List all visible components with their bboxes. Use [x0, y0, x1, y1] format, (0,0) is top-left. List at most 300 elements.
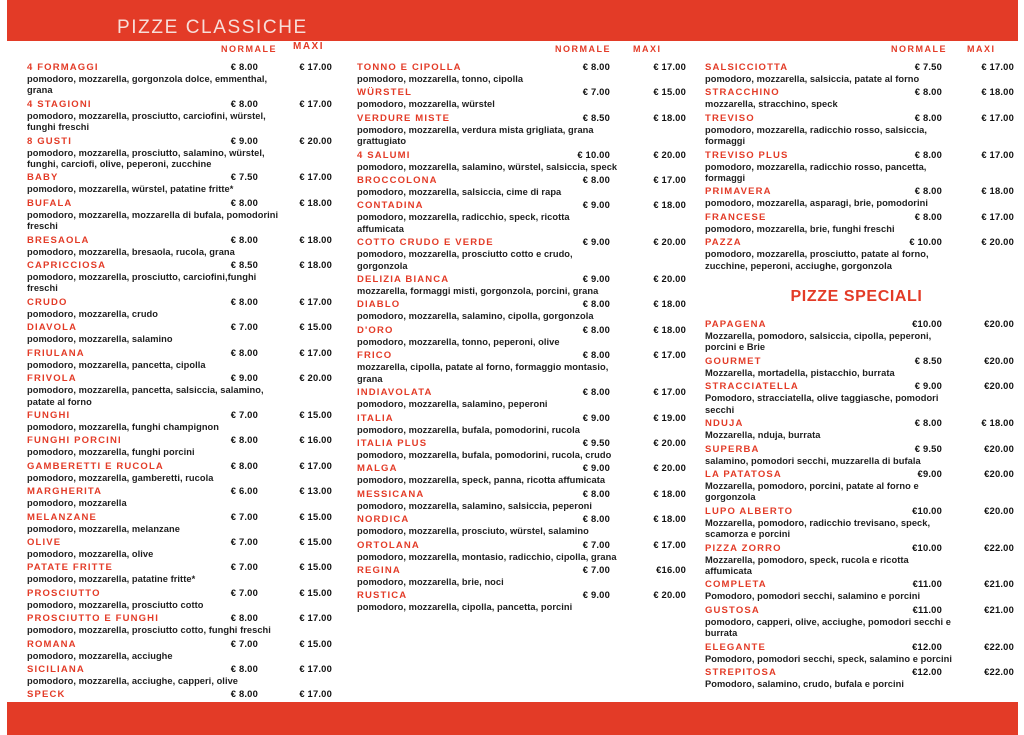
price-normale: € 7.00 — [230, 637, 258, 649]
menu-item-description: pomodoro, mozzarella, pancetta, salsiccia, salamino, patate al forno — [27, 385, 264, 407]
menu-item-description: pomodoro, mozzarella, pancetta, cipolla — [27, 359, 206, 370]
price-maxi: € 17.00 — [299, 612, 332, 624]
price-maxi: € 18.00 — [653, 199, 686, 211]
menu-item — [705, 355, 1022, 379]
menu-item-name: ROMANA — [27, 638, 77, 650]
menu-item — [705, 211, 1022, 235]
menu-item-description: Pomodoro, pomodori secchi, salamino e porcini — [705, 591, 921, 602]
menu-item-description: Mozzarella, pomodoro, salsiccia, cipolla, peperoni, porcini e Brie — [705, 331, 932, 353]
price-normale: €10.00 — [912, 504, 942, 516]
price-maxi: € 17.00 — [981, 111, 1014, 123]
menu-item — [27, 638, 350, 662]
price-maxi: € 15.00 — [653, 86, 686, 98]
price-maxi: € 15.00 — [299, 510, 332, 522]
price-maxi: € 20.00 — [299, 372, 332, 384]
price-maxi: € 17.00 — [299, 346, 332, 358]
menu-item-description: Pomodoro, stracciatella, olive taggiasche, pomodori secchi — [705, 393, 939, 415]
menu-item — [357, 112, 698, 148]
menu-item — [357, 174, 698, 198]
price-normale: € 9.00 — [582, 273, 610, 285]
price-normale: € 8.00 — [582, 323, 610, 335]
price-maxi: € 18.00 — [299, 196, 332, 208]
price-normale: €12.00 — [912, 665, 942, 677]
menu-item-name: RUSTICA — [357, 590, 408, 602]
menu-item-name: COTTO CRUDO E VERDE — [357, 237, 494, 249]
menu-item-name: BABY — [27, 172, 59, 184]
menu-item — [357, 149, 698, 173]
menu-item-name: GOURMET — [705, 355, 762, 367]
menu-item-description: pomodoro, mozzarella, speck, panna, ricotta affumicata — [357, 475, 606, 486]
menu-item-name: SUPERBA — [705, 443, 760, 455]
menu-item — [27, 612, 350, 636]
menu-item — [27, 372, 350, 408]
price-maxi: € 20.00 — [653, 236, 686, 248]
price-normale: € 9.50 — [582, 436, 610, 448]
price-normale: € 7.00 — [230, 586, 258, 598]
price-maxi: €20.00 — [984, 504, 1014, 516]
menu-item-description: mozzarella, stracchino, speck — [705, 99, 838, 110]
menu-item-name: 8 GUSTI — [27, 135, 73, 147]
price-maxi: € 15.00 — [299, 321, 332, 333]
menu-item-description: pomodoro, mozzarella, prosciutto cotto e crudo, gorgonzola — [357, 249, 573, 271]
price-normale: € 8.00 — [230, 196, 258, 208]
menu-item-description: pomodoro, mozzarella, mozzarella di bufala, pomodorini freschi — [27, 209, 279, 232]
page-title: PIZZE CLASSICHE — [117, 17, 308, 38]
menu-item-description: pomodoro, mozzarella, salamino, salsiccia, peperoni — [357, 500, 593, 511]
menu-item — [27, 347, 350, 371]
price-normale: € 9.50 — [914, 442, 942, 454]
menu-item — [357, 539, 698, 563]
price-normale: €11.00 — [912, 578, 942, 590]
menu-item-description: pomodoro, mozzarella, tonno, peperoni, olive — [357, 336, 560, 347]
menu-item-name: PIZZA ZORRO — [705, 542, 782, 554]
price-maxi: € 15.00 — [299, 586, 332, 598]
menu-item-name: BROCCOLONA — [357, 175, 438, 187]
menu-item-description: pomodoro, mozzarella, prosciutto, salamino, würstel, funghi, carciofi, olive, peperoni, zucchine — [27, 147, 265, 170]
menu-item-name: PATATE FRITTE — [27, 562, 114, 574]
menu-item — [27, 511, 350, 535]
bottom-banner — [7, 702, 1018, 735]
menu-item-description: pomodoro, mozzarella, prosciutto, patate al forno, zucchine, peperoni, acciughe, gorgonzola — [705, 249, 929, 271]
price-normale: €10.00 — [912, 541, 942, 553]
price-maxi: €22.00 — [984, 665, 1014, 677]
menu-item-name: STREPITOSA — [705, 666, 778, 678]
price-normale: € 9.00 — [582, 199, 610, 211]
price-normale: € 8.00 — [914, 210, 942, 222]
price-maxi: € 17.00 — [653, 174, 686, 186]
menu-item — [27, 434, 350, 458]
price-maxi: €22.00 — [984, 541, 1014, 553]
price-normale: € 9.00 — [582, 462, 610, 474]
menu-item-name: BRESAOLA — [27, 234, 90, 246]
price-normale: € 8.00 — [582, 61, 610, 72]
menu-item — [705, 112, 1022, 148]
menu-item — [27, 409, 350, 433]
price-maxi: €20.00 — [984, 354, 1014, 366]
price-normale: €10.00 — [912, 318, 942, 330]
column-1-items — [27, 61, 350, 713]
price-normale: €11.00 — [912, 603, 942, 615]
price-normale: € 7.00 — [230, 510, 258, 522]
menu-item — [705, 578, 1022, 602]
menu-item-description: Mozzarella, nduja, burrata — [705, 430, 821, 441]
menu-item — [705, 236, 1022, 272]
menu-item-description: pomodoro, mozzarella, radicchio rosso, pancetta, formaggi — [705, 161, 927, 184]
menu-item-name: INDIAVOLATA — [357, 387, 433, 399]
price-normale: € 9.00 — [230, 372, 258, 384]
menu-item — [357, 199, 698, 235]
menu-item-description: pomodoro, mozzarella — [27, 498, 127, 509]
menu-item-name: LA PATATOSA — [705, 468, 782, 480]
menu-item-description: pomodoro, mozzarella, salsiccia, patate al forno — [705, 74, 920, 84]
menu-item-description: pomodoro, mozzarella, cipolla, pancetta, porcini — [357, 602, 573, 613]
menu-item — [27, 98, 350, 134]
menu-item-name: SALSICCIOTTA — [705, 62, 789, 73]
price-maxi: €21.00 — [984, 603, 1014, 615]
header-maxi: MAXI — [967, 44, 996, 54]
menu-item — [357, 298, 698, 322]
menu-item — [705, 380, 1022, 416]
menu-item-name: SICILIANA — [27, 663, 85, 675]
price-maxi: € 18.00 — [653, 298, 686, 310]
price-maxi: € 17.00 — [653, 538, 686, 550]
menu-item-name: ITALIA — [357, 412, 394, 424]
column-2-price-headers — [357, 44, 698, 58]
menu-item-description: Mozzarella, pomodoro, speck, rucola e ricotta affumicata — [705, 554, 909, 576]
menu-item — [357, 61, 698, 85]
menu-item-name: PROSCIUTTO E FUNGHI — [27, 613, 159, 625]
menu-item — [27, 135, 350, 171]
price-normale: € 8.00 — [582, 298, 610, 310]
menu-item-description: Pomodoro, salamino, crudo, bufala e porcini — [705, 678, 904, 689]
menu-item-description: pomodoro, mozzarella, asparagi, brie, pomodorini — [705, 198, 928, 209]
menu-item-description: pomodoro, capperi, olive, acciughe, pomodori secchi e burrata — [705, 616, 951, 639]
menu-item — [705, 185, 1022, 209]
price-normale: € 7.00 — [230, 561, 258, 573]
menu-item-description: pomodoro, mozzarella, gorgonzola dolce, emmenthal, grana — [27, 74, 268, 96]
price-normale: € 8.50 — [914, 354, 942, 366]
menu-item-description: pomodoro, mozzarella, tonno, cipolla — [357, 74, 524, 84]
price-maxi: € 15.00 — [299, 637, 332, 649]
menu-item-name: CRUDO — [27, 296, 68, 308]
menu-item-description: Mozzarella, pomodoro, radicchio trevisano, speck, scamorza e porcini — [705, 517, 931, 540]
menu-item-description: pomodoro, mozzarella, prosciuto, würstel, salamino — [357, 526, 589, 537]
price-maxi: € 15.00 — [299, 535, 332, 547]
price-maxi: € 13.00 — [299, 485, 332, 497]
menu-columns — [0, 41, 1024, 702]
price-normale: € 8.00 — [582, 386, 610, 398]
price-maxi: €20.00 — [984, 442, 1014, 454]
menu-item-name: FRIULANA — [27, 347, 85, 359]
menu-item-name: OLIVE — [27, 536, 62, 548]
price-normale: € 8.00 — [230, 295, 258, 307]
menu-item-name: BUFALA — [27, 197, 73, 209]
price-maxi: € 20.00 — [653, 436, 686, 448]
menu-item-description: pomodoro, mozzarella, funghi porcini — [27, 447, 195, 458]
menu-item-description: pomodoro, mozzarella, crudo — [27, 308, 159, 319]
menu-item — [705, 505, 1022, 541]
price-maxi: € 18.00 — [653, 111, 686, 123]
menu-item-name: PAPAGENA — [705, 319, 767, 331]
menu-item — [357, 86, 698, 110]
menu-item-name: 4 SALUMI — [357, 149, 411, 161]
price-normale: € 8.00 — [914, 148, 942, 160]
price-maxi: €20.00 — [984, 380, 1014, 392]
menu-item-description: pomodoro, mozzarella, radicchio, speck, ricotta affumicata — [357, 212, 570, 234]
menu-item — [705, 604, 1022, 640]
price-normale: € 8.00 — [230, 61, 258, 72]
price-normale: € 8.00 — [582, 513, 610, 525]
price-maxi: € 17.00 — [981, 210, 1014, 222]
price-normale: € 7.00 — [582, 86, 610, 98]
menu-item-name: REGINA — [357, 564, 401, 576]
price-maxi: € 20.00 — [653, 589, 686, 601]
price-maxi: € 19.00 — [653, 411, 686, 423]
column-3-price-headers — [705, 44, 1022, 58]
menu-item — [27, 485, 350, 509]
price-normale: € 7.50 — [230, 171, 258, 183]
menu-item — [27, 561, 350, 585]
menu-item-description: pomodoro, mozzarella, prosciutto, carciofini, würstel, funghi freschi — [27, 110, 266, 133]
menu-item-name: WÜRSTEL — [357, 87, 413, 99]
header-normale: NORMALE — [221, 44, 277, 54]
menu-item — [27, 234, 350, 258]
price-normale: € 7.00 — [582, 538, 610, 550]
menu-item — [27, 587, 350, 611]
menu-item — [357, 349, 698, 385]
price-maxi: € 17.00 — [299, 688, 332, 700]
menu-item-name: FRIVOLA — [27, 373, 77, 385]
price-normale: € 9.00 — [230, 134, 258, 146]
menu-item-description: pomodoro, mozzarella, verdura mista grigliata, grana grattugiato — [357, 124, 594, 147]
menu-item — [357, 273, 698, 297]
menu-item-name: 4 FORMAGGI — [27, 62, 99, 73]
price-normale: € 8.00 — [230, 612, 258, 624]
price-maxi: € 17.00 — [653, 386, 686, 398]
menu-item-description: pomodoro, mozzarella, salamino, würstel, salsiccia, speck — [357, 161, 618, 172]
price-normale: € 8.50 — [582, 111, 610, 123]
header-normale: NORMALE — [891, 44, 947, 54]
menu-item-description: pomodoro, mozzarella, brie, noci — [357, 576, 504, 587]
menu-item-description: pomodoro, mozzarella, funghi champignon — [27, 421, 220, 432]
price-normale: € 8.00 — [230, 346, 258, 358]
column-2-items — [357, 61, 698, 614]
price-normale: € 7.50 — [914, 61, 942, 72]
menu-item-name: FRANCESE — [705, 211, 767, 223]
price-maxi: € 17.00 — [299, 61, 332, 72]
column-classiche-3 — [700, 44, 1024, 702]
price-normale: € 8.00 — [582, 349, 610, 361]
menu-item — [705, 318, 1022, 354]
price-normale: € 9.00 — [582, 236, 610, 248]
price-maxi: € 15.00 — [299, 408, 332, 420]
price-normale: € 10.00 — [577, 148, 610, 160]
column-1-price-headers — [27, 41, 350, 58]
menu-item-description: pomodoro, mozzarella, würstel — [357, 99, 495, 110]
menu-item-name: TREVISO — [705, 112, 755, 124]
price-maxi: € 20.00 — [653, 462, 686, 474]
menu-item-name: DELIZIA BIANCA — [357, 274, 450, 286]
menu-item — [27, 61, 350, 97]
price-normale: € 10.00 — [909, 236, 942, 248]
menu-item-description: pomodoro, mozzarella, würstel, patatine fritte* — [27, 184, 234, 195]
price-maxi: € 18.00 — [653, 323, 686, 335]
price-normale: €9.00 — [917, 467, 942, 479]
price-maxi: € 17.00 — [299, 459, 332, 471]
menu-item-name: PRIMAVERA — [705, 186, 772, 198]
menu-item — [705, 666, 1022, 690]
price-normale: €12.00 — [912, 640, 942, 652]
menu-item-name: SPECK — [27, 689, 66, 701]
price-maxi: € 15.00 — [299, 561, 332, 573]
menu-item — [357, 488, 698, 512]
price-normale: € 8.00 — [914, 185, 942, 197]
menu-item-name: GAMBERETTI E RUCOLA — [27, 460, 164, 472]
menu-item-description: pomodoro, mozzarella, prosciutto cotto, funghi freschi — [27, 625, 271, 636]
price-maxi: €22.00 — [984, 640, 1014, 652]
price-normale: € 8.00 — [230, 459, 258, 471]
menu-item-name: MELANZANE — [27, 511, 97, 523]
menu-item-description: pomodoro, mozzarella, olive — [27, 548, 154, 559]
menu-item-name: NDUJA — [705, 418, 744, 430]
price-maxi: € 18.00 — [653, 487, 686, 499]
price-maxi: € 17.00 — [299, 171, 332, 183]
menu-item — [27, 663, 350, 687]
menu-item-name: TONNO E CIPOLLA — [357, 62, 462, 73]
price-maxi: € 20.00 — [653, 273, 686, 285]
menu-item-name: STRACCIATELLA — [705, 381, 799, 393]
price-maxi: € 17.00 — [299, 662, 332, 674]
menu-item-description: pomodoro, mozzarella, acciughe, capperi, olive — [27, 675, 239, 686]
price-normale: € 6.00 — [230, 485, 258, 497]
price-normale: € 8.00 — [230, 662, 258, 674]
menu-item-description: Pomodoro, pomodori secchi, speck, salamino e porcini — [705, 653, 952, 664]
menu-item-description: pomodoro, mozzarella, patatine fritte* — [27, 574, 196, 585]
menu-item-name: GUSTOSA — [705, 604, 760, 616]
menu-item-description: pomodoro, mozzarella, salsiccia, cime di rapa — [357, 187, 562, 198]
price-maxi: € 17.00 — [981, 148, 1014, 160]
menu-item-name: TREVISO PLUS — [705, 149, 789, 161]
menu-item — [357, 324, 698, 348]
menu-item-name: CAPRICCIOSA — [27, 260, 107, 272]
price-maxi: € 18.00 — [653, 513, 686, 525]
menu-item-description: pomodoro, mozzarella, acciughe — [27, 650, 173, 661]
menu-item-name: MESSICANA — [357, 488, 425, 500]
menu-item-name: CONTADINA — [357, 200, 424, 212]
price-maxi: € 20.00 — [653, 148, 686, 160]
menu-item — [705, 443, 1022, 467]
column-classiche-2 — [352, 44, 700, 702]
menu-item — [705, 61, 1022, 85]
price-normale: € 7.00 — [230, 535, 258, 547]
header-maxi: MAXI — [633, 44, 662, 54]
price-maxi: € 18.00 — [299, 233, 332, 245]
menu-item — [705, 641, 1022, 665]
menu-item-description: pomodoro, mozzarella, prosciutto cotto — [27, 599, 204, 610]
menu-item — [27, 460, 350, 484]
menu-item — [357, 412, 698, 436]
speciali-heading: PIZZE SPECIALI — [790, 288, 923, 306]
menu-item — [705, 468, 1022, 504]
price-normale: € 8.00 — [230, 688, 258, 700]
menu-item-name: ELEGANTE — [705, 641, 766, 653]
menu-item-description: mozzarella, formaggi misti, gorgonzola, porcini, grana — [357, 286, 599, 297]
menu-item-description: pomodoro, mozzarella, melanzane — [27, 523, 180, 534]
column-3-speciali-items — [705, 318, 1022, 690]
menu-item — [27, 259, 350, 295]
price-maxi: € 20.00 — [981, 236, 1014, 248]
menu-item-name: FUNGHI PORCINI — [27, 435, 122, 447]
price-normale: € 8.50 — [230, 259, 258, 271]
menu-item — [357, 386, 698, 410]
price-maxi: € 20.00 — [299, 134, 332, 146]
menu-item-description: salamino, pomodori secchi, muzzarella di bufala — [705, 455, 921, 466]
menu-item-name: FRICO — [357, 350, 393, 362]
menu-item-description: Mozzarella, pomodoro, porcini, patate al forno e gorgonzola — [705, 480, 919, 503]
column-3-items — [705, 61, 1022, 272]
menu-item — [705, 542, 1022, 578]
menu-item — [27, 536, 350, 560]
price-maxi: € 18.00 — [299, 259, 332, 271]
top-banner — [7, 0, 1018, 41]
menu-item-description: pomodoro, mozzarella, bufala, pomodorini, rucola, crudo — [357, 449, 612, 460]
menu-item-name: FUNGHI — [27, 409, 71, 421]
menu-item-description: pomodoro, mozzarella, salamino, cipolla, gorgonzola — [357, 311, 594, 322]
menu-item-name: D'ORO — [357, 324, 394, 336]
price-normale: € 7.00 — [230, 321, 258, 333]
menu-item-description: pomodoro, mozzarella, salamino — [27, 334, 173, 345]
price-maxi: €16.00 — [656, 563, 686, 575]
menu-item — [705, 86, 1022, 110]
menu-item-description: pomodoro, mozzarella, brie, funghi freschi — [705, 223, 895, 234]
menu-item-name: 4 STAGIONI — [27, 98, 92, 110]
price-normale: € 8.00 — [230, 434, 258, 446]
menu-item — [357, 462, 698, 486]
menu-item-description: pomodoro, mozzarella, gamberetti, rucola — [27, 472, 214, 483]
menu-item-description: pomodoro, mozzarella, prosciutto, carciofini,funghi freschi — [27, 272, 257, 294]
menu-item-description: pomodoro, mozzarella, radicchio rosso, salsiccia, formaggi — [705, 124, 928, 147]
menu-item-name: PAZZA — [705, 237, 742, 249]
price-normale: € 9.00 — [914, 380, 942, 392]
menu-item-name: STRACCHINO — [705, 87, 780, 99]
menu-item-name: DIABLO — [357, 299, 401, 311]
menu-item-description: pomodoro, mozzarella, bresaola, rucola, grana — [27, 246, 235, 257]
price-normale: € 8.00 — [582, 487, 610, 499]
menu-item — [705, 149, 1022, 185]
menu-item-name: ORTOLANA — [357, 539, 420, 551]
price-maxi: € 18.00 — [981, 417, 1014, 429]
price-maxi: € 18.00 — [981, 86, 1014, 98]
price-normale: € 8.00 — [914, 111, 942, 123]
menu-item — [357, 564, 698, 588]
menu-item-description: pomodoro, mozzarella, montasio, radicchio, cipolla, grana — [357, 551, 617, 562]
menu-item-name: COMPLETA — [705, 579, 767, 591]
menu-item-name: DIAVOLA — [27, 322, 78, 334]
menu-item — [357, 437, 698, 461]
price-normale: € 7.00 — [582, 563, 610, 575]
price-maxi: € 18.00 — [981, 185, 1014, 197]
price-normale: € 9.00 — [582, 589, 610, 601]
menu-item-description: pomodoro, mozzarella, salamino, peperoni — [357, 399, 548, 410]
menu-item-name: ITALIA PLUS — [357, 437, 428, 449]
menu-item-description: pomodoro, mozzarella, bufala, pomodorini, rucola — [357, 424, 580, 435]
price-maxi: € 17.00 — [981, 61, 1014, 72]
price-maxi: €20.00 — [984, 318, 1014, 330]
menu-item-name: VERDURE MISTE — [357, 112, 451, 124]
price-normale: € 8.00 — [914, 417, 942, 429]
menu-item — [27, 296, 350, 320]
menu-item-description: mozzarella, cipolla, patate al forno, formaggio montasio, grana — [357, 362, 609, 384]
